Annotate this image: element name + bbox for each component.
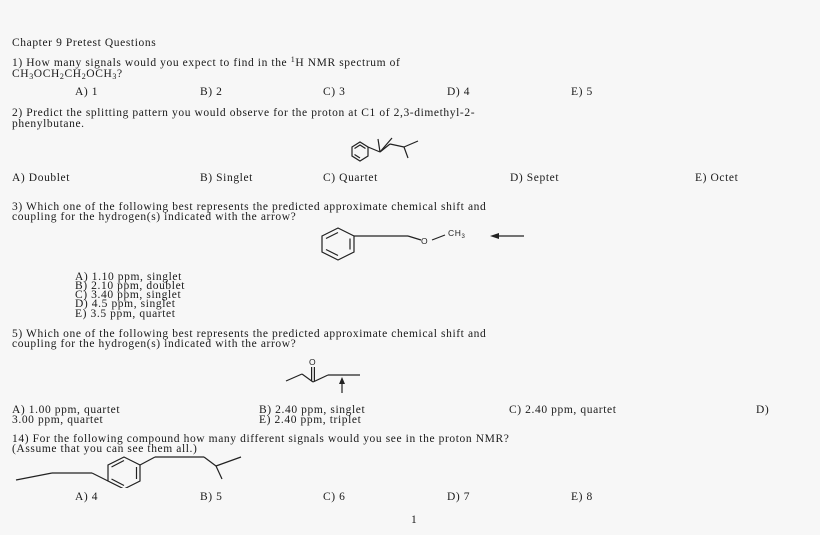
question-5-choice-b: B) 2.40 ppm, singlet (259, 404, 366, 416)
question-5-line2: coupling for the hydrogen(s) indicated with the arrow? (12, 338, 297, 350)
question-3-line2: coupling for the hydrogen(s) indicated with the arrow? (12, 211, 297, 223)
question-2-line1: 2) Predict the splitting pattern you would observe for the proton at C1 of 2,3-dimethyl-2- (12, 107, 476, 119)
formula-part: CH (64, 68, 82, 80)
question-1-choice-b: B) 2 (200, 86, 223, 98)
question-2-choice-a: A) Doublet (12, 172, 71, 184)
question-1-choice-a: A) 1 (75, 86, 99, 98)
structure-benzyl-methyl-ether (318, 224, 533, 266)
question-14-choice-c: C) 6 (323, 491, 346, 503)
formula-part: CH (12, 68, 30, 80)
question-14-choice-e: E) 8 (571, 491, 593, 503)
question-2-choice-d: D) Septet (510, 172, 560, 184)
question-1-choice-d: D) 4 (447, 86, 471, 98)
question-14-line2: (Assume that you can see them all.) (12, 443, 198, 455)
question-3-choice-c: C) 3.40 ppm, singlet (75, 289, 182, 301)
question-14-choice-b: B) 5 (200, 491, 223, 503)
question-5-choice-d-continuation: 3.00 ppm, quartet (12, 414, 104, 426)
question-1-choice-e: E) 5 (571, 86, 593, 98)
question-1-line1-start: 1) How many signals would you expect to find in the (12, 57, 291, 69)
question-14-choice-a: A) 4 (75, 491, 99, 503)
question-3-choice-d: D) 4.5 ppm, singlet (75, 298, 176, 310)
formula-part: ? (117, 68, 123, 80)
methyl-label-ch: CH (448, 228, 462, 238)
question-1-choice-c: C) 3 (323, 86, 346, 98)
formula-subscript: 2 (81, 72, 87, 81)
formula-subscript: 3 (112, 72, 117, 81)
question-5-line1: 5) Which one of the following best represents the predicted approximate chemical shift and (12, 328, 487, 340)
question-5-choice-d: D) (756, 404, 770, 416)
question-5-choice-c: C) 2.40 ppm, quartet (509, 404, 617, 416)
question-2-choice-c: C) Quartet (323, 172, 378, 184)
question-3-choice-e: E) 3.5 ppm, quartet (75, 308, 176, 320)
structure-2-butanone (280, 355, 370, 395)
question-5-choice-e: E) 2.40 ppm, triplet (259, 414, 362, 426)
question-5-choice-a: A) 1.00 ppm, quartet (12, 404, 121, 416)
methyl-label-subscript: 3 (461, 234, 466, 240)
page-number: 1 (411, 514, 418, 526)
structure-2-3-dimethyl-2-phenylbutane (346, 134, 446, 164)
question-1-superscript: 1 (290, 55, 296, 64)
question-14-line1: 14) For the following compound how many different signals would you see in the proton NMR? (12, 433, 510, 445)
question-1-line1-end: H NMR spectrum of (295, 57, 401, 69)
question-2-choice-b: B) Singlet (200, 172, 253, 184)
methyl-label (448, 228, 465, 240)
structure-1-propyl-4-isobutylbenzene (12, 452, 247, 488)
formula-part: OCH (86, 68, 113, 80)
formula-subscript: 2 (59, 72, 65, 81)
formula-part: OCH (33, 68, 60, 80)
question-3-line1: 3) Which one of the following best represents the predicted approximate chemical shift and (12, 201, 487, 213)
question-2-choice-e: E) Octet (695, 172, 739, 184)
question-3-choice-a: A) 1.10 ppm, singlet (75, 271, 182, 283)
ether-oxygen-label: O (421, 236, 429, 246)
question-14-choice-d: D) 7 (447, 491, 471, 503)
page-title: Chapter 9 Pretest Questions (12, 37, 157, 49)
formula-subscript: 3 (29, 72, 34, 81)
carbonyl-oxygen-label: O (309, 357, 317, 367)
question-1-formula (12, 69, 123, 80)
question-3-choice-b: B) 2.10 ppm, doublet (75, 280, 186, 292)
question-2-line2: phenylbutane. (12, 118, 85, 130)
